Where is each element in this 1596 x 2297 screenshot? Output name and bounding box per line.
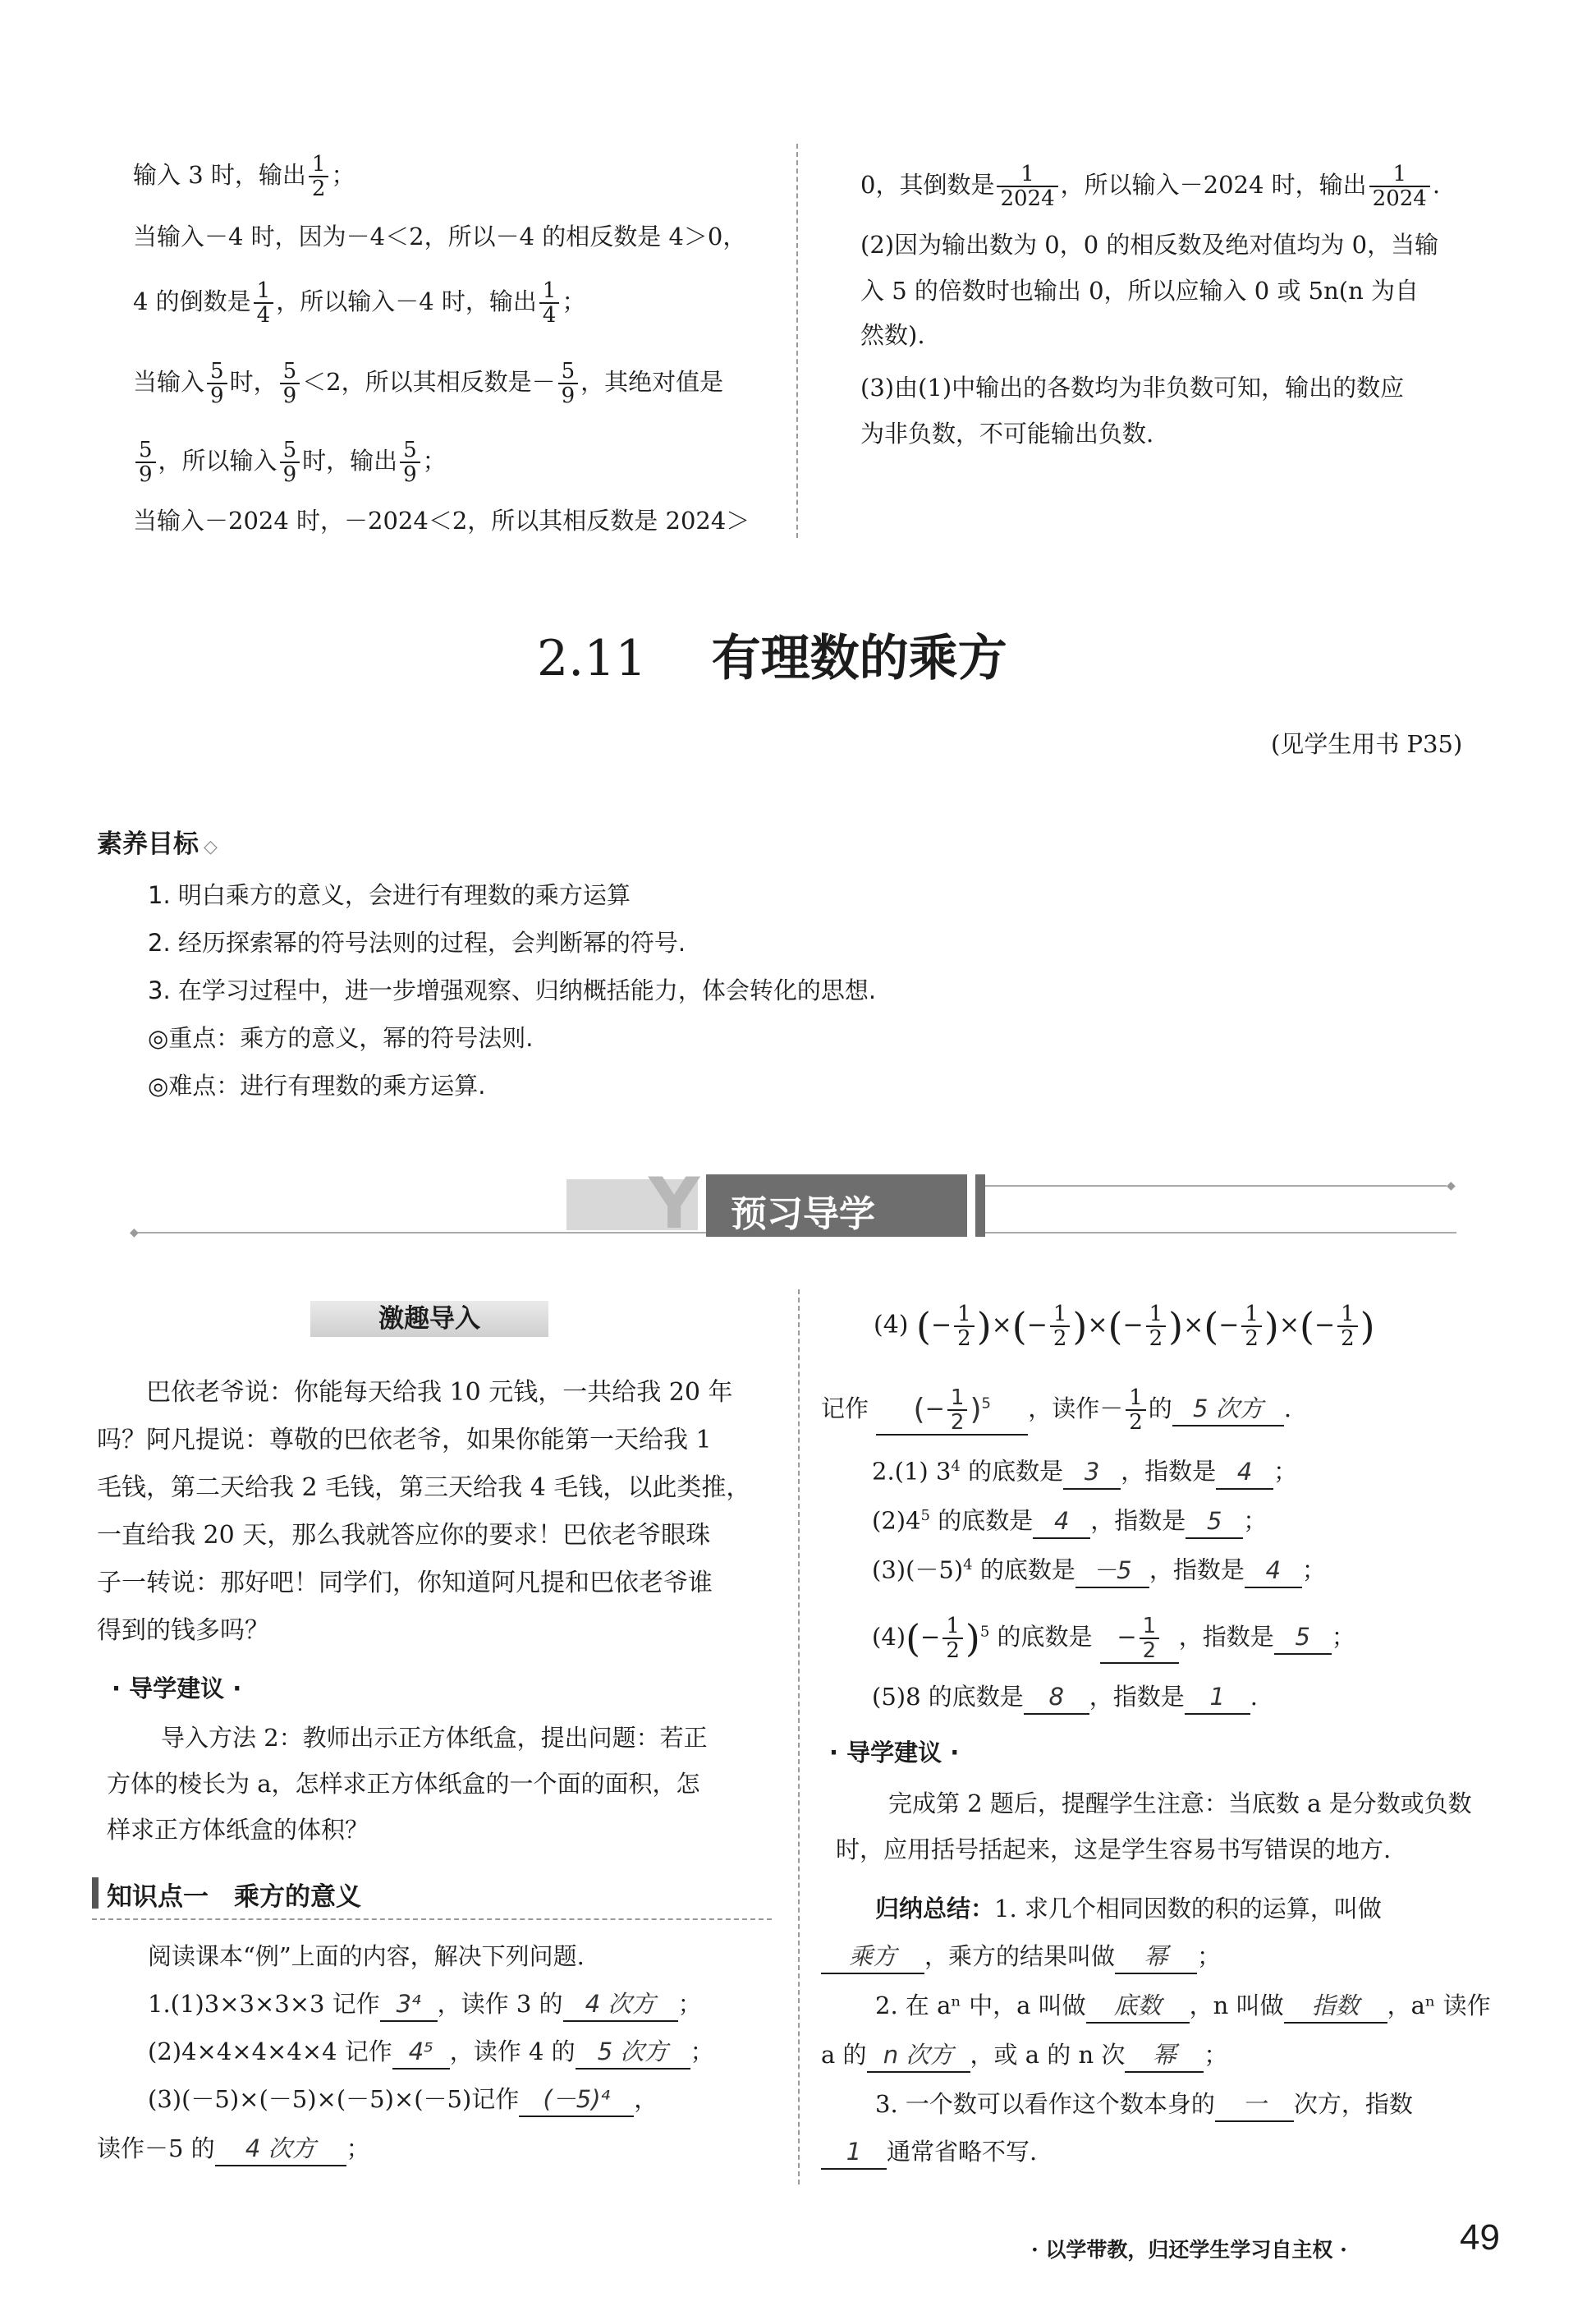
fraction xyxy=(400,439,420,486)
answer-blank: 1 xyxy=(821,2135,887,2170)
denominator: 2 xyxy=(1149,1326,1163,1351)
text: ，读作 3 的 xyxy=(437,1990,563,2018)
intro-line: 巴依老爷说：你能每天给我 10 元钱，一共给我 20 年 xyxy=(146,1378,733,1407)
denominator: 2 xyxy=(1129,1410,1143,1435)
section-banner xyxy=(566,1163,993,1245)
text: 的底数是 xyxy=(997,1623,1093,1651)
paren: ( xyxy=(1204,1304,1219,1348)
text: ，aⁿ 读作 xyxy=(1387,1991,1491,2019)
text: ，其绝对值是 xyxy=(580,368,724,396)
intro-line: 吗？阿凡提说：尊敬的巴依老爷，如果你能第一天给我 1 xyxy=(97,1426,712,1454)
numerator: 1 xyxy=(1369,163,1430,187)
answer-blank: 8 xyxy=(1024,1680,1089,1715)
text: ； xyxy=(1301,1555,1326,1584)
denominator: 2024 xyxy=(1000,186,1055,211)
banner-title: 预习导学 xyxy=(731,1193,875,1235)
text: ， xyxy=(634,2085,658,2113)
fraction xyxy=(1369,163,1430,210)
text: ，或 a 的 n 次 xyxy=(970,2041,1126,2069)
numerator: 5 xyxy=(280,360,300,384)
text: ，所以输入－2024 时，输出 xyxy=(1060,171,1367,199)
fraction xyxy=(1050,1302,1071,1350)
intro-line: 子一转说：那好吧！同学们，你知道阿凡提和巴依老爷谁 xyxy=(97,1569,713,1597)
footer-motto: · 以学带教，归还学生学习自主权 · xyxy=(1031,2238,1347,2262)
denominator: 2 xyxy=(950,1410,965,1435)
text: 读作－5 的 xyxy=(97,2134,215,2162)
answer-blank: 5 次方 xyxy=(1172,1392,1284,1426)
text: (3)(－5)×(－5)×(－5)×(－5)记作 xyxy=(148,2085,520,2113)
summary-line xyxy=(875,1892,1382,1925)
paren: ) xyxy=(976,1304,992,1348)
denominator: 2 xyxy=(957,1326,971,1351)
answer-blank: 4 次方 xyxy=(563,1987,678,2022)
fraction xyxy=(1337,1302,1358,1350)
answer-blank: 乘方 xyxy=(821,1940,924,1974)
numerator: 5 xyxy=(558,360,579,384)
paren: ( xyxy=(1108,1304,1123,1348)
text-line: (3)由(1)中输出的各数均为非负数可知，输出的数应 xyxy=(860,374,1405,402)
denominator: 9 xyxy=(282,462,297,487)
denominator: 2 xyxy=(1142,1638,1157,1663)
denominator: 4 xyxy=(256,303,271,328)
text: 的 xyxy=(1148,1394,1172,1422)
text: ，指数是 xyxy=(1121,1457,1217,1486)
read-instruction: 阅读课本“例”上面的内容，解决下列问题. xyxy=(148,1942,585,1970)
text: (4) xyxy=(872,1623,906,1651)
numerator: 5 xyxy=(400,439,420,463)
numerator: 1 xyxy=(997,163,1057,187)
text: ，所以输入 xyxy=(158,447,277,475)
text: ，读作－ xyxy=(1028,1394,1124,1422)
banner-stripe xyxy=(967,1174,975,1237)
answer-blank: 4 xyxy=(1245,1554,1302,1588)
difficulty-point: ◎难点：进行有理数的乘方运算. xyxy=(148,1072,486,1100)
answer-blank: 5 次方 xyxy=(576,2035,690,2070)
goals-heading xyxy=(97,823,218,860)
fraction xyxy=(954,1302,975,1350)
text-line xyxy=(133,279,585,327)
numerator: 1 xyxy=(954,1302,975,1327)
fraction xyxy=(1241,1302,1262,1350)
fraction xyxy=(997,163,1057,210)
answer-blank: (− $\frac{1}{2}$ )$^5$ xyxy=(876,1386,1028,1436)
denominator: 9 xyxy=(282,384,297,408)
fraction xyxy=(309,153,329,200)
summary-line xyxy=(821,2038,1227,2073)
text-line: (2)因为输出数为 0，0 的相反数及绝对值均为 0，当输 xyxy=(860,231,1439,259)
answer-blank: n 次方 xyxy=(867,2038,970,2073)
exponent: 5 xyxy=(981,1394,991,1413)
question-line xyxy=(148,2035,714,2070)
answer-blank: 幂 xyxy=(1115,1940,1197,1974)
text-line xyxy=(133,360,723,407)
text-line xyxy=(860,163,1440,210)
numerator: 1 xyxy=(1146,1302,1167,1327)
text: 当输入 xyxy=(133,368,205,396)
text: ，指数是 xyxy=(1089,1683,1185,1711)
column-divider xyxy=(796,144,798,538)
answer-blank: 3⁴ xyxy=(380,1987,438,2022)
numerator: 1 xyxy=(1050,1302,1071,1327)
text: ； xyxy=(1243,1506,1268,1535)
fraction xyxy=(207,360,227,407)
answer-blank: 幂 xyxy=(1125,2038,1204,2073)
paren: ( xyxy=(1299,1304,1314,1348)
fraction xyxy=(280,360,300,407)
paren: ) xyxy=(1264,1304,1279,1348)
text: ，所以输入－4 时，输出 xyxy=(276,287,537,315)
paren: ( xyxy=(916,1304,931,1348)
intro-line: 一直给我 20 天，那么我就答应你的要求！巴依老爷眼珠 xyxy=(97,1521,711,1550)
text: 输入 3 时，输出 xyxy=(133,161,306,189)
section-title: 有理数的乘方 xyxy=(711,630,1007,687)
summary-line xyxy=(821,2135,1037,2170)
fraction xyxy=(254,279,274,327)
advice-line: 完成第 2 题后，提醒学生注意：当底数 a 是分数或负数 xyxy=(888,1789,1472,1817)
text-line: 入 5 的倍数时也输出 0，所以应输入 0 或 5n(n 为自 xyxy=(860,277,1419,305)
text: ，读作 4 的 xyxy=(449,2037,576,2065)
text: . xyxy=(1283,1394,1292,1422)
answer-blank: 4 xyxy=(1033,1505,1090,1539)
text: a 的 xyxy=(821,2041,867,2069)
fraction xyxy=(558,360,579,407)
reference-note: (见学生用书 P35) xyxy=(1271,730,1463,758)
text-line: 当输入－4 时，因为－4＜2，所以－4 的相反数是 4＞0， xyxy=(133,223,747,250)
question-line xyxy=(872,1450,1297,1490)
text: ； xyxy=(690,2037,714,2065)
numerator: 1 xyxy=(1337,1302,1358,1327)
question-line xyxy=(148,1987,702,2022)
numerator: 1 xyxy=(947,1386,968,1411)
text: 2.(1) 3 xyxy=(872,1457,952,1486)
text: ，n 叫做 xyxy=(1189,1991,1284,2019)
answer-blank: －5 xyxy=(1075,1554,1149,1588)
text: ； xyxy=(1197,1942,1222,1970)
text-line: 为非负数，不可能输出负数. xyxy=(860,420,1154,448)
intro-line: 得到的钱多吗？ xyxy=(97,1616,269,1645)
text-line: 当输入－2024 时，－2024＜2，所以其相反数是 2024＞ xyxy=(133,507,750,535)
question-line xyxy=(872,1549,1326,1588)
goal-item: 2. 经历探索幂的符号法则的过程，会判断幂的符号. xyxy=(148,929,686,957)
summary-label: 归纳总结： xyxy=(875,1895,995,1923)
diamond-icon: ◆ xyxy=(130,1226,139,1239)
intro-line: 毛钱，第二天给我 2 毛钱，第三天给我 4 毛钱，以此类推， xyxy=(97,1473,751,1502)
text: ； xyxy=(331,161,355,189)
denominator: 9 xyxy=(403,462,417,487)
denominator: 2 xyxy=(1245,1326,1259,1351)
text: 1.(1)3×3×3×3 记作 xyxy=(148,1990,380,2018)
text: 的底数是 xyxy=(960,1457,1064,1486)
numerator: 5 xyxy=(135,439,156,463)
text: ，指数是 xyxy=(1178,1623,1274,1651)
text: 通常省略不写. xyxy=(887,2138,1038,2166)
q4-expression: (4) (− $\frac{1}{2}$ )×(− $\frac{1}{2}$ )×(− $\frac{1}{2}$ )×(− $\frac{1}{2}$ )×(− $\frac{1}{2}$ ) xyxy=(874,1302,1375,1351)
denominator: 2024 xyxy=(1372,186,1427,211)
exponent: 4 xyxy=(963,1556,973,1573)
advice-heading: · 导学建议 · xyxy=(829,1739,960,1766)
text: ＜2，所以其相反数是－ xyxy=(302,368,556,396)
answer-blank: − $\frac{1}{2}$ xyxy=(1100,1615,1179,1664)
numerator: 1 xyxy=(539,279,560,304)
paren: ( xyxy=(1011,1304,1027,1348)
subheading-box xyxy=(310,1301,548,1337)
question-line xyxy=(148,2083,658,2117)
column-divider xyxy=(798,1289,800,2184)
question-line xyxy=(97,2132,370,2166)
key-point: ◎重点：乘方的意义，幂的符号法则. xyxy=(148,1024,534,1052)
heading-rule xyxy=(92,1918,772,1920)
text: 2. 在 aⁿ 中，a 叫做 xyxy=(875,1991,1086,2019)
banner-letter: Y xyxy=(649,1163,700,1245)
text: 时， xyxy=(229,368,277,396)
numerator: 1 xyxy=(309,153,329,177)
denominator: 2 xyxy=(1341,1326,1355,1351)
text: ； xyxy=(1273,1457,1298,1486)
text: (5)8 的底数是 xyxy=(872,1683,1024,1711)
answer-blank: 5 xyxy=(1186,1505,1243,1539)
denominator: 2 xyxy=(1053,1326,1067,1351)
section-number: 2.11 xyxy=(537,630,647,687)
paren: ) xyxy=(965,1616,980,1661)
text: 次方，指数 xyxy=(1293,2090,1413,2118)
numerator: 5 xyxy=(280,439,300,463)
knowledge-heading: 知识点一 乘方的意义 xyxy=(107,1882,361,1912)
summary-line xyxy=(821,1940,1221,1974)
summary-line xyxy=(875,2088,1413,2122)
text: (3)(－5) xyxy=(872,1555,964,1584)
page-number: 49 xyxy=(1460,2217,1500,2258)
summary-line xyxy=(875,1989,1491,2024)
text: ，指数是 xyxy=(1090,1506,1186,1535)
paren: ) xyxy=(1360,1304,1375,1348)
answer-blank: 一 xyxy=(1215,2088,1294,2122)
answer-blank: 3 xyxy=(1063,1455,1121,1490)
advice-line: 样求正方体纸盒的体积？ xyxy=(107,1816,369,1844)
text: ，乘方的结果叫做 xyxy=(924,1942,1116,1970)
answer-blank: 5 xyxy=(1274,1620,1332,1655)
goal-item: 1. 明白乘方的意义，会进行有理数的乘方运算 xyxy=(148,881,631,909)
denominator: 9 xyxy=(210,384,224,408)
numerator: 1 xyxy=(254,279,274,304)
paren: ) xyxy=(1072,1304,1088,1348)
advice-line: 导入方法 2：教师出示正方体纸盒，提出问题：若正 xyxy=(161,1724,708,1752)
fraction xyxy=(280,439,300,486)
text: 的底数是 xyxy=(972,1555,1075,1584)
heading-marker xyxy=(92,1877,99,1909)
text: (2)4×4×4×4×4 记作 xyxy=(148,2037,392,2065)
text: ； xyxy=(1331,1623,1355,1651)
text: (4) xyxy=(874,1311,909,1339)
paren: ) xyxy=(1168,1304,1184,1348)
answer-blank: 底数 xyxy=(1086,1989,1190,2024)
text: 记作 xyxy=(821,1394,869,1422)
answer-blank: (－5)⁴ xyxy=(519,2083,634,2117)
banner-rule xyxy=(985,1185,1447,1187)
denominator: 9 xyxy=(139,462,153,487)
exponent: 4 xyxy=(951,1458,961,1475)
fraction xyxy=(539,279,560,327)
text: 的底数是 xyxy=(929,1506,1034,1535)
numerator: 5 xyxy=(207,360,227,384)
goals-heading-text: 素养目标 xyxy=(97,829,199,859)
numerator: 1 xyxy=(1241,1302,1262,1327)
numerator: 1 xyxy=(942,1615,963,1639)
diamond-icon: ◆ xyxy=(1447,1179,1456,1192)
diamond-icon: ◇ xyxy=(204,837,218,857)
denominator: 9 xyxy=(561,384,576,408)
answer-blank: 1 xyxy=(1185,1680,1250,1715)
answer-blank: 指数 xyxy=(1284,1989,1387,2024)
numerator: 1 xyxy=(1140,1615,1160,1639)
numerator: 1 xyxy=(1126,1386,1146,1411)
text: 时，输出 xyxy=(302,447,398,475)
answer-blank: 4 xyxy=(1216,1455,1273,1490)
text: . xyxy=(1250,1683,1258,1711)
denominator: 2 xyxy=(311,177,326,201)
exponent: 5 xyxy=(979,1623,990,1641)
advice-line: 时，应用括号括起来，这是学生容易书写错误的地方. xyxy=(836,1835,1392,1863)
text-line xyxy=(133,439,447,486)
text: ； xyxy=(677,1990,702,2018)
text: ； xyxy=(1204,2041,1228,2069)
denominator: 2 xyxy=(946,1638,960,1663)
text: ； xyxy=(562,287,586,315)
text: 4 的倒数是 xyxy=(133,287,251,315)
text: ，指数是 xyxy=(1149,1555,1245,1584)
goal-item: 3. 在学习过程中，进一步增强观察、归纳概括能力，体会转化的思想. xyxy=(148,976,877,1004)
q4-record-line xyxy=(821,1386,1291,1436)
text: 1. 求几个相同因数的积的运算，叫做 xyxy=(994,1895,1382,1923)
text-line: 然数). xyxy=(860,321,925,349)
text: ； xyxy=(422,447,447,475)
fraction xyxy=(1146,1302,1167,1350)
question-line: (4)(− $\frac{1}{2}$ )$^5$ 的底数是 − $\frac{1}{2}$ ，指数是 5 ； xyxy=(872,1614,1355,1663)
intro-heading: 激趣导入 xyxy=(378,1304,480,1334)
text: ； xyxy=(346,2134,370,2162)
text: 0，其倒数是 xyxy=(860,171,995,199)
text: 3. 一个数可以看作这个数本身的 xyxy=(875,2090,1215,2118)
advice-line: 方体的棱长为 a，怎样求正方体纸盒的一个面的面积，怎 xyxy=(107,1770,700,1798)
question-line xyxy=(872,1680,1258,1715)
advice-heading: · 导学建议 · xyxy=(112,1675,242,1702)
fraction xyxy=(1126,1386,1146,1434)
question-line xyxy=(872,1500,1267,1539)
section-heading xyxy=(537,629,1007,688)
text: . xyxy=(1432,171,1441,199)
answer-blank: 4 次方 xyxy=(215,2132,346,2166)
text-line xyxy=(133,153,355,200)
fraction xyxy=(942,1615,963,1662)
text: (2)4 xyxy=(872,1506,921,1535)
answer-blank: 4⁵ xyxy=(392,2035,450,2070)
fraction xyxy=(135,439,156,486)
denominator: 4 xyxy=(542,303,557,328)
paren: ( xyxy=(906,1616,921,1661)
exponent: 5 xyxy=(920,1507,930,1524)
